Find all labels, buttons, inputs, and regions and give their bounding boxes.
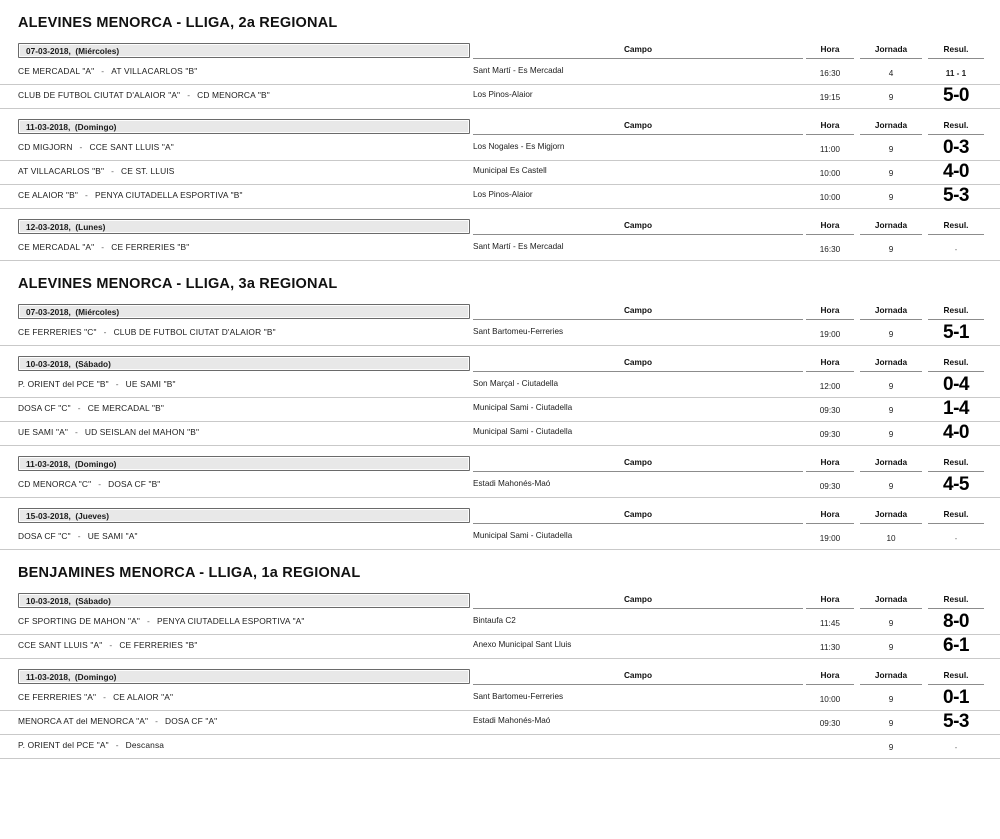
group-header xyxy=(0,218,1000,237)
match-venue: Municipal Sami - Ciutadella xyxy=(473,427,573,436)
match-time: 16:30 xyxy=(819,245,841,254)
versus-separator: - xyxy=(85,190,88,200)
group-header xyxy=(0,668,1000,687)
column-header-resultado: Resul. xyxy=(928,303,984,320)
match-matchday: 9 xyxy=(888,245,894,254)
versus-separator: - xyxy=(115,740,119,750)
column-header-hora: Hora xyxy=(806,355,854,372)
match-time: 10:00 xyxy=(819,695,841,704)
date-bar xyxy=(18,119,470,134)
column-header-resultado: Resul. xyxy=(928,118,984,135)
home-team: CE FERRERIES "C" xyxy=(18,327,97,337)
date-bar xyxy=(18,456,470,471)
column-header-jornada: Jornada xyxy=(860,42,922,59)
home-team: DOSA CF "C" xyxy=(18,403,71,413)
column-header-campo: Campo xyxy=(473,507,803,524)
match-result: 0-3 xyxy=(943,137,969,158)
match-venue: Sant Martí - Es Mercadal xyxy=(473,242,564,251)
match-matchday: 9 xyxy=(888,619,894,628)
group-header xyxy=(0,507,1000,526)
column-header-campo: Campo xyxy=(473,355,803,372)
match-time: 16:30 xyxy=(819,69,841,78)
date-label xyxy=(26,120,116,135)
match-teams xyxy=(18,531,138,541)
competition-section xyxy=(0,261,1000,550)
column-header-hora: Hora xyxy=(806,592,854,609)
away-team: Descansa xyxy=(125,740,165,750)
column-header-hora: Hora xyxy=(806,303,854,320)
away-team: CLUB DE FUTBOL CIUTAT D'ALAIOR "B" xyxy=(113,327,276,337)
column-header-jornada: Jornada xyxy=(860,507,922,524)
match-teams xyxy=(18,403,164,413)
column-header-hora: Hora xyxy=(806,455,854,472)
match-venue: Municipal Sami - Ciutadella xyxy=(473,531,573,540)
match-time: 12:00 xyxy=(819,382,841,391)
home-team: DOSA CF "C" xyxy=(18,531,71,541)
weekday-value: (Jueves) xyxy=(75,511,110,521)
date-group xyxy=(0,42,1000,109)
column-header-resultado: Resul. xyxy=(928,218,984,235)
home-team: P. ORIENT del PCE "B" xyxy=(18,379,109,389)
match-row[interactable] xyxy=(0,611,1000,635)
date-value: 10-03-2018, xyxy=(26,596,71,606)
match-time: 10:00 xyxy=(819,169,841,178)
away-team: CD MENORCA "B" xyxy=(197,90,270,100)
away-team: DOSA CF "A" xyxy=(165,716,218,726)
home-team: CCE SANT LLUIS "A" xyxy=(18,640,103,650)
match-row[interactable] xyxy=(0,474,1000,498)
date-group xyxy=(0,668,1000,759)
date-value: 10-03-2018, xyxy=(26,359,71,369)
match-venue: Los Pinos-Alaior xyxy=(473,190,533,199)
column-header-campo: Campo xyxy=(473,303,803,320)
match-result: 0-4 xyxy=(943,374,969,395)
match-venue: Sant Martí - Es Mercadal xyxy=(473,66,564,75)
match-matchday: 9 xyxy=(888,330,894,339)
versus-separator: - xyxy=(98,479,102,489)
date-group xyxy=(0,355,1000,446)
match-venue: Bintaufa C2 xyxy=(473,616,516,625)
away-team: PENYA CIUTADELLA ESPORTIVA "A" xyxy=(156,616,305,626)
group-header xyxy=(0,42,1000,61)
column-header-campo: Campo xyxy=(473,668,803,685)
match-row[interactable] xyxy=(0,526,1000,550)
column-header-resultado: Resul. xyxy=(928,507,984,524)
match-result: 5-3 xyxy=(943,185,969,206)
match-matchday: 9 xyxy=(888,169,894,178)
column-header-jornada: Jornada xyxy=(860,118,922,135)
match-matchday: 9 xyxy=(888,643,894,652)
date-value: 07-03-2018, xyxy=(26,307,71,317)
date-label xyxy=(26,457,116,472)
column-header-hora: Hora xyxy=(806,42,854,59)
match-teams xyxy=(18,379,176,389)
match-row[interactable] xyxy=(0,422,1000,446)
match-teams xyxy=(18,740,164,750)
group-header xyxy=(0,592,1000,611)
match-result: 4-5 xyxy=(943,474,969,495)
match-matchday: 9 xyxy=(888,193,894,202)
match-matchday: 9 xyxy=(888,406,894,415)
match-time: 19:00 xyxy=(819,534,841,543)
home-team: CE ALAIOR "B" xyxy=(18,190,79,200)
weekday-value: (Sábado) xyxy=(75,359,111,369)
date-group xyxy=(0,592,1000,659)
column-header-hora: Hora xyxy=(806,218,854,235)
column-header-resultado: Resul. xyxy=(928,455,984,472)
match-result: - xyxy=(954,245,958,254)
match-row[interactable] xyxy=(0,137,1000,161)
match-venue: Sant Bartomeu-Ferreries xyxy=(473,327,564,336)
match-venue: Sant Bartomeu-Ferreries xyxy=(473,692,564,701)
group-header xyxy=(0,355,1000,374)
match-row[interactable] xyxy=(0,711,1000,735)
competition-section xyxy=(0,550,1000,759)
date-bar xyxy=(18,356,470,371)
versus-separator: - xyxy=(147,616,150,626)
match-time: 11:00 xyxy=(820,145,840,154)
match-result: 5-0 xyxy=(943,85,969,106)
home-team: UE SAMI "A" xyxy=(18,427,68,437)
away-team: UD SEISLAN del MAHON "B" xyxy=(84,427,200,437)
match-time: 09:30 xyxy=(819,406,841,415)
match-teams xyxy=(18,692,173,702)
date-bar xyxy=(18,508,470,523)
date-group xyxy=(0,303,1000,346)
date-group xyxy=(0,455,1000,498)
match-matchday: 9 xyxy=(888,145,894,154)
match-matchday: 9 xyxy=(888,719,894,728)
home-team: CD MIGJORN xyxy=(18,142,73,152)
date-value: 11-03-2018, xyxy=(26,122,71,132)
versus-separator: - xyxy=(74,427,78,437)
column-header-jornada: Jornada xyxy=(860,455,922,472)
date-value: 15-03-2018, xyxy=(26,511,71,521)
match-result: 6-1 xyxy=(943,635,969,656)
match-teams xyxy=(18,90,270,100)
date-bar xyxy=(18,304,470,319)
date-label xyxy=(26,220,105,235)
date-bar xyxy=(18,593,470,608)
match-row[interactable] xyxy=(0,635,1000,659)
match-venue: Anexo Municipal Sant Lluis xyxy=(473,640,572,649)
versus-separator: - xyxy=(111,166,115,176)
date-group xyxy=(0,507,1000,550)
date-label xyxy=(26,44,119,59)
match-matchday: 9 xyxy=(888,430,894,439)
home-team: P. ORIENT del PCE "A" xyxy=(18,740,109,750)
column-header-jornada: Jornada xyxy=(860,355,922,372)
match-teams xyxy=(18,640,197,650)
weekday-value: (Miércoles) xyxy=(75,46,120,56)
column-header-campo: Campo xyxy=(473,118,803,135)
versus-separator: - xyxy=(77,403,81,413)
group-header xyxy=(0,455,1000,474)
match-venue: Los Nogales - Es Migjorn xyxy=(473,142,565,151)
date-group xyxy=(0,118,1000,209)
date-label xyxy=(26,305,119,320)
column-header-hora: Hora xyxy=(806,118,854,135)
match-teams xyxy=(18,327,276,337)
home-team: MENORCA AT del MENORCA "A" xyxy=(18,716,149,726)
match-matchday: 9 xyxy=(888,695,894,704)
match-time: 09:30 xyxy=(819,482,841,491)
weekday-value: (Domingo) xyxy=(74,459,117,469)
date-bar xyxy=(18,669,470,684)
column-header-campo: Campo xyxy=(473,592,803,609)
match-venue: Municipal Sami - Ciutadella xyxy=(473,403,573,412)
column-header-resultado: Resul. xyxy=(928,355,984,372)
match-row[interactable] xyxy=(0,687,1000,711)
match-result: 8-0 xyxy=(943,611,969,632)
match-time: 09:30 xyxy=(819,430,841,439)
match-result: 5-3 xyxy=(943,711,969,732)
match-time: 10:00 xyxy=(819,193,841,202)
match-row[interactable] xyxy=(0,85,1000,109)
away-team: CE ST. LLUIS xyxy=(121,166,175,176)
date-label xyxy=(26,357,111,372)
away-team: CE FERRERIES "B" xyxy=(119,640,198,650)
column-header-resultado: Resul. xyxy=(928,592,984,609)
match-result: 0-1 xyxy=(943,687,969,708)
match-row[interactable] xyxy=(0,161,1000,185)
column-header-hora: Hora xyxy=(806,507,854,524)
away-team: CE FERRERIES "B" xyxy=(111,242,190,252)
match-time: 19:15 xyxy=(819,93,841,102)
versus-separator: - xyxy=(187,90,191,100)
match-venue: Los Pinos-Alaior xyxy=(473,90,533,99)
versus-separator: - xyxy=(101,242,105,252)
match-matchday: 10 xyxy=(886,534,896,543)
weekday-value: (Lunes) xyxy=(75,222,106,232)
versus-separator: - xyxy=(77,531,81,541)
match-row[interactable] xyxy=(0,398,1000,422)
column-header-resultado: Resul. xyxy=(928,42,984,59)
match-result: 4-0 xyxy=(943,422,969,443)
match-row[interactable] xyxy=(0,735,1000,759)
match-venue: Estadi Mahonés-Maó xyxy=(473,716,551,725)
column-header-hora: Hora xyxy=(806,668,854,685)
home-team: CLUB DE FUTBOL CIUTAT D'ALAIOR "A" xyxy=(18,90,181,100)
match-time: 11:45 xyxy=(820,619,840,628)
away-team: CE MERCADAL "B" xyxy=(87,403,164,413)
home-team: CF SPORTING DE MAHON "A" xyxy=(18,616,140,626)
weekday-value: (Domingo) xyxy=(74,122,117,132)
home-team: AT VILLACARLOS "B" xyxy=(18,166,105,176)
column-header-jornada: Jornada xyxy=(860,218,922,235)
date-group xyxy=(0,218,1000,261)
competition-title: BENJAMINES MENORCA - LLIGA, 1a REGIONAL xyxy=(18,565,361,581)
away-team: CE ALAIOR "A" xyxy=(113,692,174,702)
home-team: CE MERCADAL "A" xyxy=(18,66,95,76)
match-teams xyxy=(18,66,197,76)
date-label xyxy=(26,594,111,609)
match-matchday: 9 xyxy=(888,482,894,491)
home-team: CD MENORCA "C" xyxy=(18,479,92,489)
date-value: 12-03-2018, xyxy=(26,222,71,232)
match-result: 5-1 xyxy=(943,322,969,343)
match-matchday: 9 xyxy=(888,382,894,391)
group-header xyxy=(0,118,1000,137)
match-time: 19:00 xyxy=(819,330,841,339)
versus-separator: - xyxy=(115,379,119,389)
date-bar xyxy=(18,219,470,234)
versus-separator: - xyxy=(109,640,113,650)
column-header-jornada: Jornada xyxy=(860,668,922,685)
match-row[interactable] xyxy=(0,61,1000,85)
match-row[interactable] xyxy=(0,185,1000,209)
weekday-value: (Domingo) xyxy=(74,672,117,682)
versus-separator: - xyxy=(79,142,83,152)
away-team: UE SAMI "A" xyxy=(87,531,138,541)
match-teams xyxy=(18,616,305,626)
column-header-jornada: Jornada xyxy=(860,303,922,320)
match-matchday: 9 xyxy=(888,743,894,752)
match-teams xyxy=(18,427,199,437)
match-teams xyxy=(18,142,174,152)
match-matchday: 4 xyxy=(888,69,894,78)
versus-separator: - xyxy=(155,716,159,726)
match-row[interactable] xyxy=(0,237,1000,261)
match-result: - xyxy=(954,743,958,752)
home-team: CE FERRERIES "A" xyxy=(18,692,97,702)
column-header-campo: Campo xyxy=(473,455,803,472)
match-teams xyxy=(18,479,160,489)
column-header-resultado: Resul. xyxy=(928,668,984,685)
date-label xyxy=(26,509,109,524)
match-result: - xyxy=(954,534,958,543)
group-header xyxy=(0,303,1000,322)
match-venue: Municipal Es Castell xyxy=(473,166,547,175)
versus-separator: - xyxy=(103,327,107,337)
match-time: 09:30 xyxy=(819,719,841,728)
match-teams xyxy=(18,716,217,726)
match-row[interactable] xyxy=(0,374,1000,398)
competition-section xyxy=(0,0,1000,261)
match-teams xyxy=(18,242,189,252)
away-team: AT VILLACARLOS "B" xyxy=(111,66,198,76)
date-label xyxy=(26,670,116,685)
match-venue: Son Marçal - Ciutadella xyxy=(473,379,559,388)
weekday-value: (Sábado) xyxy=(75,596,111,606)
column-header-jornada: Jornada xyxy=(860,592,922,609)
versus-separator: - xyxy=(101,66,105,76)
match-result: 11 - 1 xyxy=(945,69,967,78)
match-time: 11:30 xyxy=(820,643,840,652)
match-result: 1-4 xyxy=(943,398,969,419)
date-value: 11-03-2018, xyxy=(26,672,71,682)
column-header-campo: Campo xyxy=(473,42,803,59)
competition-title: ALEVINES MENORCA - LLIGA, 3a REGIONAL xyxy=(18,276,338,292)
date-value: 11-03-2018, xyxy=(26,459,71,469)
away-team: DOSA CF "B" xyxy=(108,479,161,489)
match-matchday: 9 xyxy=(888,93,894,102)
column-header-campo: Campo xyxy=(473,218,803,235)
versus-separator: - xyxy=(103,692,107,702)
away-team: UE SAMI "B" xyxy=(125,379,176,389)
match-row[interactable] xyxy=(0,322,1000,346)
match-result: 4-0 xyxy=(943,161,969,182)
away-team: PENYA CIUTADELLA ESPORTIVA "B" xyxy=(94,190,243,200)
date-bar xyxy=(18,43,470,58)
match-teams xyxy=(18,190,243,200)
competition-title: ALEVINES MENORCA - LLIGA, 2a REGIONAL xyxy=(18,15,338,31)
away-team: CCE SANT LLUIS "A" xyxy=(89,142,174,152)
match-venue: Estadi Mahonés-Maó xyxy=(473,479,551,488)
weekday-value: (Miércoles) xyxy=(75,307,120,317)
home-team: CE MERCADAL "A" xyxy=(18,242,95,252)
match-teams xyxy=(18,166,175,176)
date-value: 07-03-2018, xyxy=(26,46,71,56)
